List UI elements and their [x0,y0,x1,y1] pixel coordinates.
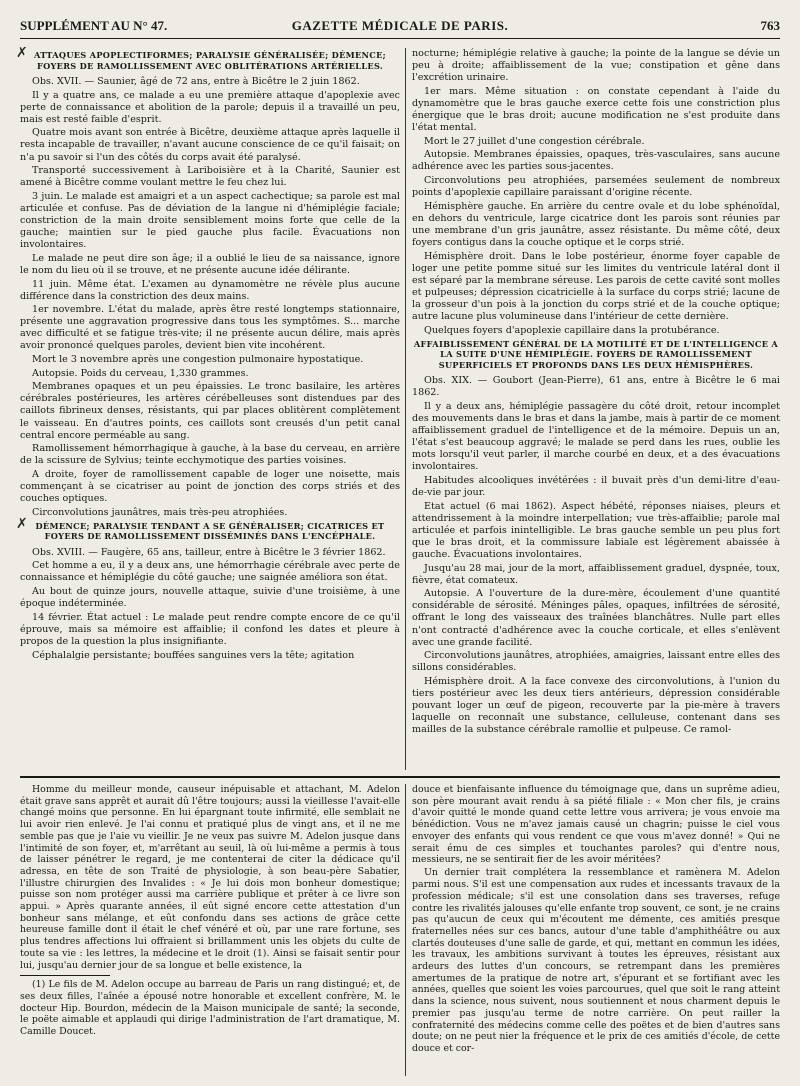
paragraph: Hémisphère gauche. En arrière du centre ovale et du lobe sphénoïdal, en dehors du ventricule, large cicatrice dont les parois sont réunies par une membrane d'un gris jaunâtre, assez résistante. Du même côté, deux foyers contigus dans la couche optique et le corps strié. [412,200,780,248]
paragraph: Obs. XVIII. — Faugère, 65 ans, tailleur, entre à Bicêtre le 3 février 1862. [32,546,386,558]
paragraph: Circonvolutions peu atrophiées, parsemées seulement de nombreux points d'apoplexie capillaire paraissant d'origine récente. [412,174,780,199]
paragraph: Circonvolutions jaunâtres, atrophiées, amaigries, laissant entre elles des sillons considérables. [412,650,780,674]
paragraph: Circonvolutions jaunâtres, mais très-peu atrophiées. [32,506,288,518]
supplement-label: SUPPLÉMENT AU N° 47. [20,18,168,33]
page-number: 763 [760,18,780,33]
footnote [20,979,400,1038]
paragraph: Autopsie. A l'ouverture de la dure-mère, écoulement d'une quantité considérable de sérosité. Méninges pâles, opaques, infiltrées de sérosité, offrant le long des vaisseaux des traînées blanchâtres. Nulle part elles n'ont contracté d'adhérence avec la couche corticale, et elles s'enlèvent avec une grande facilité. [412,588,780,648]
left-column [16,45,400,770]
paragraph: Etat actuel (6 mai 1862). Aspect hébété, réponses niaises, pleurs et attendrissement à la moindre interpellation; vue très-affaiblie; parole mal articulée et parfois inintelligible. Le bras gauche semble un peu plus fort que le bras droit, et la commissure labiale est légèrement abaissée à gauche. Évacuations involontaires. [412,500,780,560]
paragraph: Membranes opaques et un peu épaissies. Le tronc basilaire, les artères cérébrales postérieures, les artères cérébelleuses sont distendues par des caillots fibrineux denses, résistants, qui par places oblitèrent complètement le vaisseau. En d'autres points, ces caillots sont creusés d'un petit canal central encore perméable au sang. [20,381,400,441]
paragraph: 11 juin. Même état. L'examen au dynamomètre ne révèle plus aucune différence dans la constriction des deux mains. [20,278,400,302]
paragraph: Autopsie. Membranes épaissies, opaques, très-vasculaires, sans aucune adhérence avec les parties sous-jacentes. [412,149,780,173]
paragraph: Hémisphère droit. Dans le lobe postérieur, énorme foyer capable de loger une petite pomme situé sur les limites du ventricule latéral dont il est séparé par la membrane séreuse. Les parois de cette cavité sont molles et pulpeuses; dépression cicatricielle à la surface du corps strié; lacune de la grosseur d'un pois à la jonction du corps strié et de la couche optique; autre lacune plus volumineuse dans l'intérieur de cette dernière. [412,250,780,322]
right-column [412,48,780,770]
paragraph: Hémisphère droit. A la face convexe des circonvolutions, à l'union du tiers postérieur avec les deux tiers antérieurs, dépression considérable pouvant loger un œuf de pigeon, recouverte par la pie-mère à travers laquelle on reconnaît une substance, celluleuse, contenant dans ses mailles de la substance cérébrale ramollie et pulpeuse. Ce ramol- [412,675,780,736]
paragraph: Cet homme a eu, il y a deux ans, une hémorrhagie cérébrale avec perte de connaissance et hémiplégie du côté gauche; une saignée améliora son état. [20,560,400,584]
journal-title: GAZETTE MÉDICALE DE PARIS. [291,18,509,33]
paragraph: Quelques foyers d'apoplexie capillaire dans la protubérance. [424,324,720,336]
paragraph: Mort le 27 juillet d'une congestion cérébrale. [424,135,645,147]
paragraph: 1er mars. Même situation : on constate cependant à l'aide du dynamomètre que le bras gauche exerce cette fois une constriction plus énergique que le bras droit; aucune modification ne s'est produite dans l'état mental. [412,85,780,134]
paragraph: Jusqu'au 28 mai, jour de la mort, affaiblissement graduel, dyspnée, toux, fièvre, état comateux. [412,562,780,586]
paragraph: nocturne; hémiplégie relative à gauche; la pointe de la langue se dévie un peu à droite; affaiblissement de la vue; constipation et gêne dans l'excrétion urinaire. [412,48,780,84]
section-title-obs18: ✗ DÉMENCE; PARALYSIE TENDANT A SE GÉNÉRALISER; CICATRICES ET FOYERS DE RAMOLLISSEMENT DISSÉMINÉS DANS L'ENCÉPHALE. [16,515,385,542]
footnote-rule [20,975,110,976]
paragraph: Ramollissement hémorrhagique à gauche, à la base du cerveau, en arrière de la scissure de Sylvius; teinte ecchymotique des parties voisines. [20,443,400,467]
paragraph: Obs. XIX. — Goubort (Jean-Pierre), 61 ans, entre à Bicêtre le 6 mai 1862. [412,375,780,399]
column-divider [405,784,406,1076]
paragraph: Autopsie. Poids du cerveau, 1,330 grammes. [32,367,249,379]
feuilleton-divider [20,776,780,778]
paragraph: 14 février. État actuel : Le malade peut rendre compte encore de ce qu'il éprouve, mais sa mémoire est affaiblie; il confond les dates et pleure à propos de la question la plus insignifiante. [20,611,400,647]
section-title-obs19: AFFAIBLISSEMENT GÉNÉRAL DE LA MOTILITÉ ET DE L'INTELLIGENCE A LA SUITE D'UNE HÉMIPLÉGIE. FOYERS DE RAMOLLISSEMENT SUPERFICIELS ET PROFONDS DANS LES DEUX HÉMISPHÈRES. [413,338,779,370]
paragraph: 3 juin. Le malade est amaigri et a un aspect cachectique; sa parole est mal articulée et confuse. Pas de déviation de la langue ni d'hémiplégie faciale; constriction de la main droite sensiblement moins forte que celle de la gauche; maintien sur le pied gauche plus facile. Évacuations non involontaires. [20,190,400,251]
handwritten-cross-mark: ✗ [16,45,29,61]
paragraph: Mort le 3 novembre après une congestion pulmonaire hypostatique. [32,354,364,366]
paragraph: Habitudes alcooliques invétérées : il buvait près d'un demi-litre d'eau-de-vie par jour. [412,474,780,498]
section-title-obs17: ✗ ATTAQUES APOPLECTIFORMES; PARALYSIE GÉNÉRALISÉE; DÉMENCE; FOYERS DE RAMOLLISSEMENT AVEC OBLITÉRATIONS ARTÉRIELLES. [16,45,386,71]
paragraph: Homme du meilleur monde, causeur inépuisable et attachant, M. Adelon était grave sans apprêt et aurait dû l'être toujours; aussi la vieillesse l'avait-elle changé moins que personne. En lui épargnant toute infirmité, elle semblait ne lui avoir rien enlevé. Je l'ai connu et pratiqué plus de vingt ans, et il ne me semble pas que je l'aie vu vieillir. Je ne veux pas suivre M. Adelon jusque dans l'intimité de son foyer, et, m'arrêtant au seuil, là où lui-même a permis à tous de laisser pénétrer le regard, je me contenterai de citer la dédicace qu'il adressa, en tête de son Traité de physiologie, à son beau-père Sabatier, l'illustre chirurgien des Invalides : « Je lui dois mon bonheur domestique; puisse son nom protéger aussi ma carrière publique et prêter à ce livre son appui. » Après quarante années, il eût signé encore cette attestation d'un bonheur sans mélange, et eût confondu dans ses actions de grâce cette heureuse famille dont il était le chef vénéré et où, par une rare fortune, ses plus tendres affections lui offraient si brillamment unis les objets du culte de toute sa vie : les lettres, la médecine et le droit (1). Ainsi se faisait sentir pour lui, jusqu'au dernier jour de sa longue et belle existence, la [20,784,400,971]
column-divider [405,48,406,770]
paragraph: Transporté successivement à Lariboisière et à la Charité, Saunier est amené à Bicêtre comme voulant mettre le feu chez lui. [20,165,400,189]
paragraph: Le malade ne peut dire son âge; il a oublié le lieu de sa naissance, ignore le nom du lieu où il se trouve, et ne présente aucune idée délirante. [20,252,400,276]
paragraph: Un dernier trait complétera la ressemblance et ramènera M. Adelon parmi nous. S'il est une compensation aux rudes et incessants travaux de la profession médicale; s'il est une consolation dans ses traverses, refuge contre les rivalités jalouses qu'elle enfante trop souvent, ce sont, je ne crains pas qu'aucun de ceux qui m'écoutent me démente, ces amitiés presque fraternelles nées sur ces bancs, autour d'une table d'amphithéâtre ou aux clartés douteuses d'une salle de garde, et qui, mettant en commun les idées, les travaux, les ambitions survivant à toutes les épreuves, résistant aux ardeurs des luttes d'un concours, se retrempant dans les premières amertumes de la pratique de notre art, s'épurant et se fortifiant avec les années, quelles que soient les voies parcourues, quel que soit le rang atteint dans la science, nous suivent, nous soutiennent et nous charment depuis le premier pas jusqu'au terme de notre carrière. On peut railler la confraternité des médecins comme celle des poëtes et de bien d'autres sans doute; on ne peut nier la fréquence et le prix de ces amitiés d'école, de cette douce et cor- [412,867,780,1054]
paragraph: Il y a quatre ans, ce malade a eu une première attaque d'apoplexie avec perte de connaissance et abolition de la parole; depuis il a travaillé un peu, mais est resté faible d'esprit. [20,89,400,125]
paragraph: Céphalalgie persistante; bouffées sanguines vers la tête; agitation [32,649,355,661]
paragraph: Quatre mois avant son entrée à Bicêtre, deuxième attaque après laquelle il resta incapable de travailler, n'avant aucune conscience de ce qu'il faisait; on n'a pu savoir si l'un des côtés du corps avait été paralysé. [20,127,400,163]
paragraph: 1er novembre. L'état du malade, après être resté longtemps stationnaire, présente une aggravation progressive dans tous les symptômes. S... marche avec difficulté et se fatigue très-vite; il ne présente aucun délire, mais après avoir prononcé quelques paroles, devient bien vite incohérent. [20,304,400,352]
feuilleton-left [20,784,400,1076]
paragraph: Obs. XVII. — Saunier, âgé de 72 ans, entre à Bicêtre le 2 juin 1862. [32,76,360,87]
handwritten-cross-mark: ✗ [16,515,29,532]
paragraph: Au bout de quinze jours, nouvelle attaque, suivie d'une troisième, à une époque indéterminée. [20,586,400,610]
page-header [20,14,780,39]
footnote-text: (1) Le fils de M. Adelon occupe au barreau de Paris un rang distingué; et, de ses deux filles, l'aînée a épousé notre honorable et excellent confrère, M. le docteur Hip. Bourdon, médecin de la Maison municipale de santé; la seconde, le poëte aimable et applaudi qui dirige l'administration de l'art dramatique, M. Camille Doucet. [20,979,400,1038]
paragraph: A droite, foyer de ramollissement capable de loger une noisette, mais commençant à se cicatriser au point de jonction des corps striés et des couches optiques. [20,468,400,505]
feuilleton-right [412,784,780,1076]
paragraph: Il y a deux ans, hémiplégie passagère du côté droit, retour incomplet des mouvements dans le bras et dans la jambe, mais à partir de ce moment affaiblissement graduel de l'intelligence et de la mémoire. Depuis un an, l'état s'est beaucoup aggravé; le malade se perd dans les rues, oublie les mots lorsqu'il veut parler, il marche courbé en deux, et a des évacuations involontaires. [412,400,780,473]
paragraph: douce et bienfaisante influence du témoignage que, dans un suprême adieu, son père mourant avait rendu à sa piété filiale : « Mon cher fils, je crains d'avoir quitté le monde quand cette lettre vous arrivera; je vous envoie ma bénédiction. Vous ne m'avez jamais causé un chagrin; puisse le ciel vous envoyer des enfants qui vous rendent ce que vous m'avez donné! » Qui ne serait ému de ces simples et touchantes paroles? qui d'entre nous, messieurs, ne se sentirait fier de les avoir méritées? [412,784,780,866]
